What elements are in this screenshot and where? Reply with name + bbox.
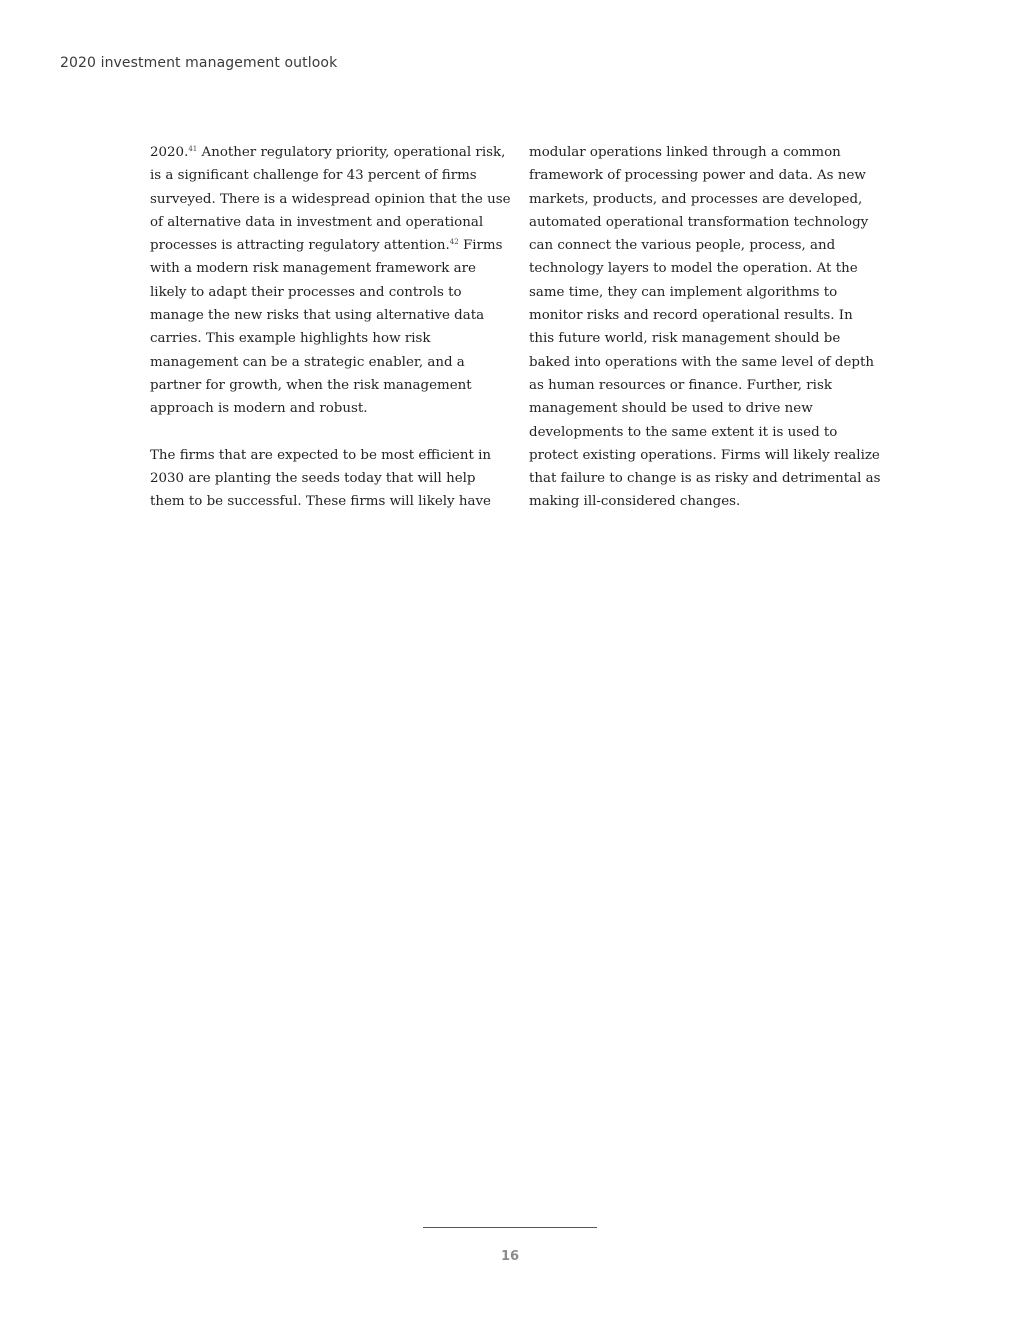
- text-line: protect existing operations. Firms will likely realize: [529, 447, 880, 463]
- text-line: surveyed. There is a widespread opinion that the use: [150, 191, 511, 207]
- text-line: with a modern risk management framework are: [150, 261, 476, 277]
- text-line: [150, 234, 503, 257]
- paragraph-modular-operations: [529, 141, 881, 514]
- page-number: 16: [500, 1249, 520, 1264]
- text-line: management should be used to drive new: [529, 401, 813, 417]
- text-line: management can be a strategic enabler, and a: [150, 354, 465, 370]
- running-header-title: 2020 investment management outlook: [60, 55, 338, 71]
- text-line: as human resources or finance. Further, risk: [529, 377, 832, 393]
- text-line: 2030 are planting the seeds today that will help: [150, 471, 476, 487]
- text-line: that failure to change is as risky and detrimental as: [529, 471, 881, 487]
- text-line: developments to the same extent it is used to: [529, 424, 838, 440]
- text-line: likely to adapt their processes and controls to: [150, 284, 462, 300]
- text-line: [150, 141, 506, 164]
- text-fragment: Another regulatory priority, operational risk,: [197, 145, 506, 160]
- footer-divider: [423, 1227, 597, 1228]
- text-line: can connect the various people, process, and: [529, 238, 836, 254]
- text-fragment: 2020.: [150, 145, 189, 160]
- left-column: [150, 141, 511, 537]
- text-line: markets, products, and processes are developed,: [529, 191, 863, 207]
- text-line: same time, they can implement algorithms to: [529, 284, 838, 300]
- text-line: monitor risks and record operational results. In: [529, 308, 853, 324]
- text-line: partner for growth, when the risk management: [150, 377, 472, 393]
- text-line: framework of processing power and data. As new: [529, 168, 866, 184]
- text-line: this future world, risk management should be: [529, 331, 841, 347]
- text-line: is a significant challenge for 43 percent of firms: [150, 168, 477, 184]
- text-line: of alternative data in investment and operational: [150, 214, 484, 230]
- text-line: approach is modern and robust.: [150, 401, 368, 417]
- text-fragment: processes is attracting regulatory attention.: [150, 238, 450, 254]
- text-line: them to be successful. These firms will likely have: [150, 494, 491, 510]
- text-line: baked into operations with the same level of depth: [529, 354, 874, 370]
- text-line: automated operational transformation technology: [529, 214, 869, 230]
- text-line: technology layers to model the operation. At the: [529, 261, 858, 277]
- text-line: carries. This example highlights how risk: [150, 331, 431, 347]
- text-fragment: Firms: [458, 238, 503, 254]
- text-line: modular operations linked through a common: [529, 145, 841, 160]
- text-line: making ill-considered changes.: [529, 494, 741, 510]
- paragraph-regulatory-risk: [150, 141, 511, 421]
- text-line: The firms that are expected to be most efficient in: [150, 447, 492, 463]
- paragraph-efficient-firms: [150, 444, 495, 514]
- footnote-ref-41: 41: [188, 145, 198, 153]
- footnote-ref-42: 42: [449, 238, 459, 247]
- right-column: [529, 141, 881, 537]
- text-line: manage the new risks that using alternative data: [150, 308, 485, 324]
